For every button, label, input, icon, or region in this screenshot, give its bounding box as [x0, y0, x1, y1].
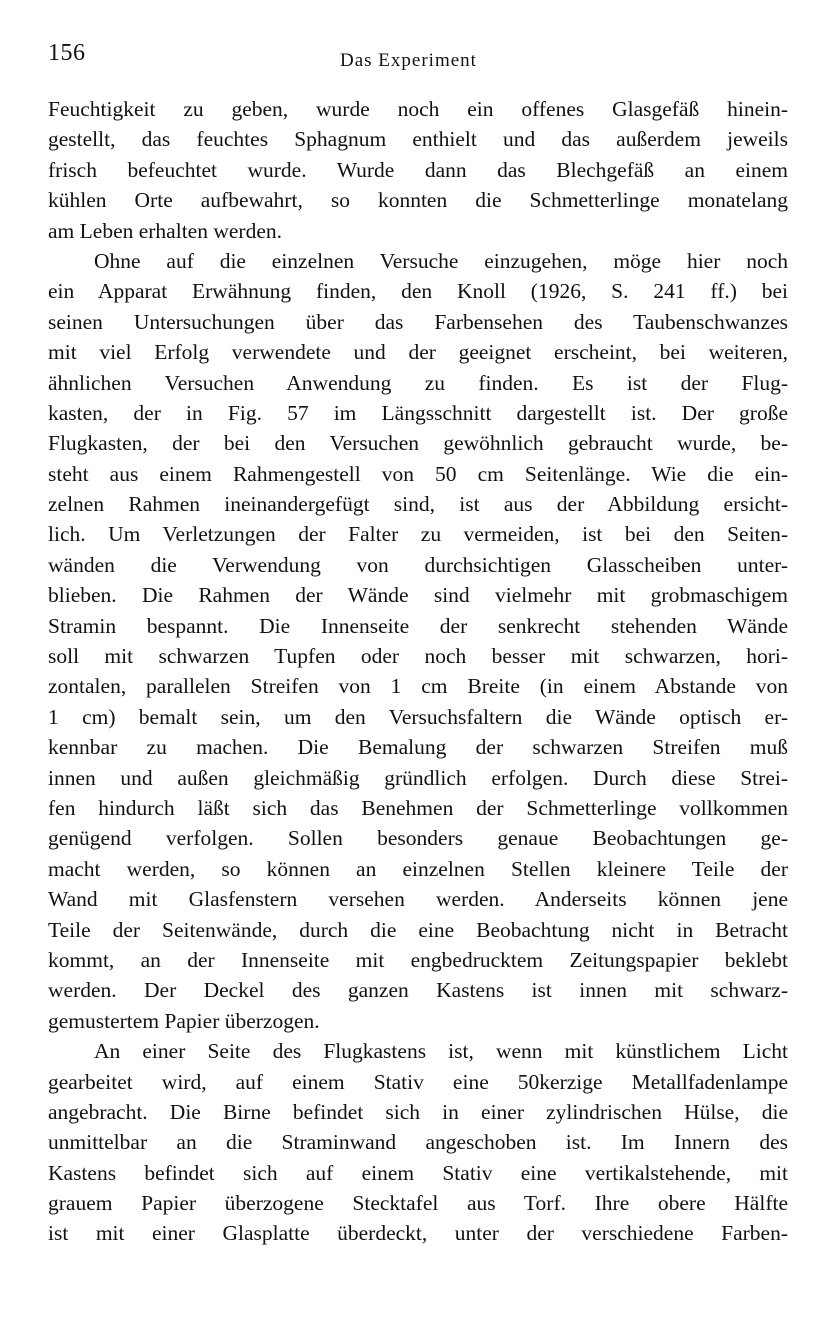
text-line: wänden die Verwendung von durchsichtigen Glasscheiben unter- — [48, 552, 788, 577]
text-line: gestellt, das feuchtes Sphagnum enthielt und das außerdem jeweils — [48, 127, 788, 152]
text-line: kasten, der in Fig. 57 im Längsschnitt dargestellt ist. Der große — [48, 400, 788, 425]
text-line: Flugkasten, der bei den Versuchen gewöhnlich gebraucht wurde, be- — [48, 431, 788, 456]
text-line: Kastens befindet sich auf einem Stativ eine vertikalstehende, mit — [48, 1160, 788, 1185]
text-line: An einer Seite des Flugkastens ist, wenn mit künstlichem Licht — [94, 1039, 788, 1064]
text-line: am Leben erhalten werden. — [48, 218, 282, 243]
text-line: grauem Papier überzogene Stecktafel aus Torf. Ihre obere Hälfte — [48, 1191, 788, 1216]
text-line: genügend verfolgen. Sollen besonders genaue Beobachtungen ge- — [48, 826, 788, 851]
text-line: Teile der Seitenwände, durch die eine Beobachtung nicht in Betracht — [48, 917, 788, 942]
text-line: zelnen Rahmen ineinandergefügt sind, ist aus der Abbildung ersicht- — [48, 492, 788, 517]
text-line: ist mit einer Glasplatte überdeckt, unter der verschiedene Farben- — [48, 1221, 788, 1246]
text-line: werden. Der Deckel des ganzen Kastens ist innen mit schwarz- — [48, 978, 788, 1003]
body-text — [48, 94, 788, 1249]
page-number: 156 — [48, 40, 86, 66]
text-line: gemustertem Papier überzogen. — [48, 1008, 320, 1033]
page-header — [48, 40, 788, 74]
running-title: Das Experiment — [340, 50, 477, 71]
text-line: 1 cm) bemalt sein, um den Versuchsfaltern die Wände optisch er- — [48, 704, 788, 729]
text-line: ein Apparat Erwähnung finden, den Knoll (1926, S. 241 ff.) bei — [48, 279, 788, 304]
text-line: innen und außen gleichmäßig gründlich erfolgen. Durch diese Strei- — [48, 765, 788, 790]
text-line: seinen Untersuchungen über das Farbensehen des Taubenschwanzes — [48, 309, 788, 334]
text-line: ähnlichen Versuchen Anwendung zu finden. Es ist der Flug- — [48, 370, 788, 395]
text-line: fen hindurch läßt sich das Benehmen der Schmetterlinge vollkommen — [48, 795, 788, 820]
text-line: kühlen Orte aufbewahrt, so konnten die Schmetterlinge monatelang — [48, 188, 788, 213]
text-line: kennbar zu machen. Die Bemalung der schwarzen Streifen muß — [48, 735, 788, 760]
text-line: angebracht. Die Birne befindet sich in einer zylindrischen Hülse, die — [48, 1099, 788, 1124]
text-line: lich. Um Verletzungen der Falter zu vermeiden, ist bei den Seiten- — [48, 522, 788, 547]
text-line: frisch befeuchtet wurde. Wurde dann das Blechgefäß an einem — [48, 157, 788, 182]
text-line: unmittelbar an die Straminwand angeschoben ist. Im Innern des — [48, 1130, 788, 1155]
text-line: macht werden, so können an einzelnen Stellen kleinere Teile der — [48, 856, 788, 881]
text-line: mit viel Erfolg verwendete und der geeignet erscheint, bei weiteren, — [48, 340, 788, 365]
text-line: Feuchtigkeit zu geben, wurde noch ein offenes Glasgefäß hinein- — [48, 97, 788, 121]
text-line: soll mit schwarzen Tupfen oder noch besser mit schwarzen, hori- — [48, 644, 788, 669]
text-line: kommt, an der Innenseite mit engbedrucktem Zeitungspapier beklebt — [48, 947, 788, 972]
text-line: zontalen, parallelen Streifen von 1 cm Breite (in einem Abstande von — [48, 674, 788, 699]
text-line: gearbeitet wird, auf einem Stativ eine 50kerzige Metallfadenlampe — [48, 1069, 788, 1094]
text-line: blieben. Die Rahmen der Wände sind vielmehr mit grobmaschigem — [48, 583, 788, 608]
text-line: steht aus einem Rahmengestell von 50 cm Seitenlänge. Wie die ein- — [48, 461, 788, 486]
text-line: Ohne auf die einzelnen Versuche einzugehen, möge hier noch — [94, 248, 788, 273]
text-line: Stramin bespannt. Die Innenseite der senkrecht stehenden Wände — [48, 613, 788, 638]
text-line: Wand mit Glasfenstern versehen werden. Anderseits können jene — [48, 887, 788, 912]
